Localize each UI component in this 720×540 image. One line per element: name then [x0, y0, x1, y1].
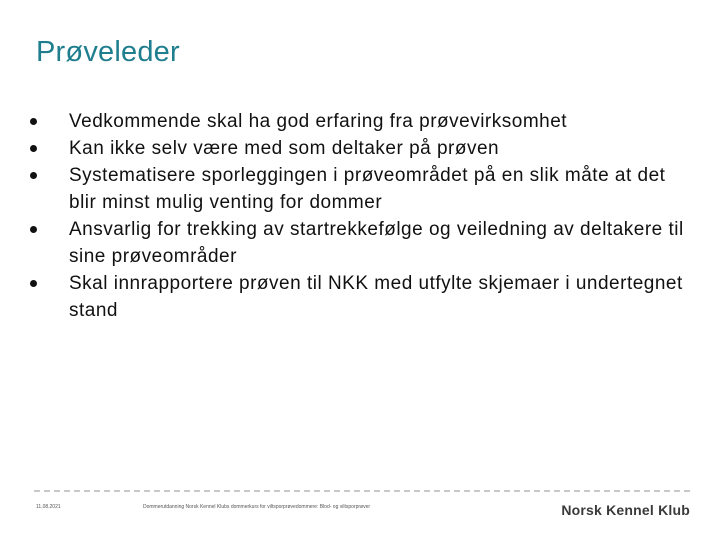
bullet-item: [30, 108, 690, 135]
footer-date: 11.08.2021: [36, 504, 61, 510]
bullet-dot-icon: [30, 118, 37, 125]
bullet-text: Vedkommende skal ha god erfaring fra prøvevirksomhet: [69, 111, 568, 132]
footer-divider: [34, 490, 690, 492]
bullet-dot-icon: [30, 226, 37, 233]
bullet-text: Systematisere sporleggingen i prøveområdet på en slik måte at det blir minst mulig venting for dommer: [69, 165, 666, 213]
bullet-dot-icon: [30, 145, 37, 152]
slide-title: Prøveleder: [36, 36, 180, 68]
bullet-text: Ansvarlig for trekking av startrekkefølge og veiledning av deltakere til sine prøveområder: [69, 219, 684, 267]
footer-note: Dommerutdanning Norsk Kennel Klubs dommerkurs for viltsporprøvedommere: Blod- og viltsporprøver: [143, 504, 371, 510]
bullet-item: [30, 162, 690, 216]
bullet-text: Skal innrapportere prøven til NKK med utfylte skjemaer i undertegnet stand: [69, 273, 683, 321]
bullet-item: [30, 135, 690, 162]
bullet-item: [30, 270, 690, 324]
bullet-text: Kan ikke selv være med som deltaker på prøven: [69, 138, 500, 159]
bullet-list: [30, 108, 690, 324]
footer-logo: Norsk Kennel Klub: [561, 502, 690, 518]
bullet-dot-icon: [30, 172, 37, 179]
bullet-dot-icon: [30, 280, 37, 287]
bullet-item: [30, 216, 690, 270]
